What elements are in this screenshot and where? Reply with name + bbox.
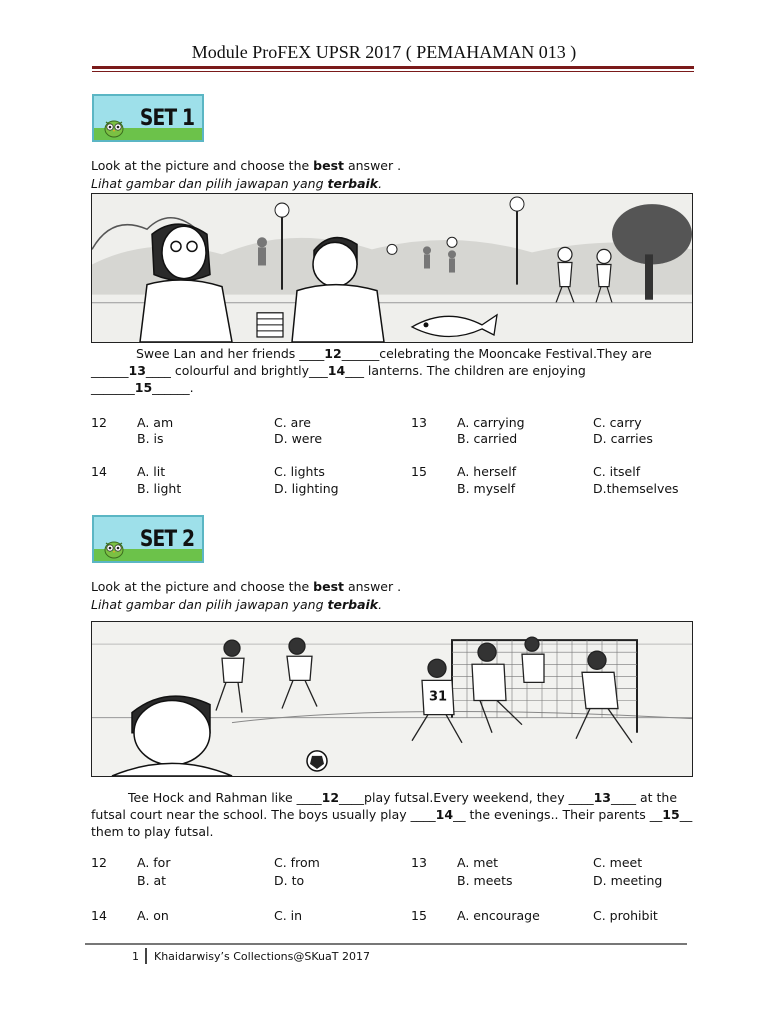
instruction-malay: Lihat gambar dan pilih jawapan yang terbaik.	[91, 176, 383, 191]
question-number: 15	[411, 464, 427, 479]
blank-number: 15	[662, 807, 680, 822]
option-d: D. were	[274, 431, 323, 446]
passage-text: ______	[91, 363, 129, 378]
option-a: A. herself	[457, 464, 517, 479]
blank-number: 13	[128, 363, 146, 378]
option-c: C. prohibit	[593, 908, 658, 923]
blank-number: 14	[435, 807, 454, 822]
futsal-picture	[91, 621, 693, 777]
option-d: D. meeting	[593, 873, 663, 888]
blank-number: 15	[134, 380, 153, 395]
option-d: D. to	[274, 873, 305, 888]
option-c: C. itself	[593, 464, 641, 479]
option-d: D. lighting	[274, 481, 339, 496]
passage-text: futsal court near the school. The boys usually play ____	[91, 807, 436, 822]
option-a: A. encourage	[457, 908, 540, 923]
footer-separator	[145, 948, 147, 964]
passage-line	[91, 379, 695, 396]
passage-text: ____ colourful and brightly___	[145, 363, 328, 378]
set-1-passage	[91, 345, 695, 396]
question-number: 13	[411, 415, 427, 430]
header-rule-thin	[92, 71, 694, 72]
blank-number: 12	[321, 790, 340, 805]
option-a: A. am	[137, 415, 174, 430]
question-number: 14	[91, 464, 107, 479]
passage-text: ______celebrating the Mooncake Festival.They are	[341, 346, 652, 361]
passage-text: Swee Lan and her friends ____	[136, 346, 325, 361]
option-b: B. light	[137, 481, 182, 496]
set-2-badge	[92, 515, 204, 563]
mooncake-festival-picture	[91, 193, 693, 343]
set-1-badge	[92, 94, 204, 142]
option-b: B. meets	[457, 873, 513, 888]
question-number: 13	[411, 855, 427, 870]
jersey-number: 31	[428, 689, 448, 705]
option-c: C. carry	[593, 415, 642, 430]
passage-line	[91, 806, 695, 823]
badge-label: SET 2	[139, 527, 195, 552]
option-c: C. from	[274, 855, 320, 870]
instruction-malay: Lihat gambar dan pilih jawapan yang terbaik.	[91, 597, 383, 612]
option-b: B. myself	[457, 481, 516, 496]
passage-line	[91, 362, 695, 379]
option-a: A. carrying	[457, 415, 525, 430]
question-number: 12	[91, 415, 107, 430]
passage-text: ____ at the	[611, 790, 678, 805]
blank-number: 13	[593, 790, 611, 805]
option-a: A. on	[137, 908, 169, 923]
option-c: C. meet	[593, 855, 643, 870]
question-number: 14	[91, 908, 107, 923]
passage-text: ___ lanterns. The children are enjoying	[345, 363, 586, 378]
owl-icon	[102, 116, 126, 138]
footer-credit: Khaidarwisy’s Collections@SKuaT 2017	[154, 950, 370, 963]
badge-label: SET 1	[139, 106, 195, 131]
option-a: A. lit	[137, 464, 166, 479]
passage-text: ____play futsal.Every weekend, they ____	[339, 790, 594, 805]
option-c: C. are	[274, 415, 311, 430]
passage-line	[91, 823, 695, 840]
futsal-illustration	[92, 622, 692, 776]
passage-text: _______	[91, 380, 135, 395]
passage-text: __	[679, 807, 693, 822]
passage-text: ______.	[152, 380, 194, 395]
option-b: B. is	[137, 431, 164, 446]
instruction-english: Look at the picture and choose the best answer .	[91, 579, 402, 594]
passage-line	[91, 789, 695, 806]
owl-icon	[102, 537, 126, 559]
question-number: 12	[91, 855, 107, 870]
option-c: C. in	[274, 908, 303, 923]
passage-line	[91, 345, 695, 362]
option-b: B. carried	[457, 431, 518, 446]
question-number: 15	[411, 908, 427, 923]
set-2-passage	[91, 789, 695, 840]
passage-text: Tee Hock and Rahman like ____	[128, 790, 322, 805]
footer-rule	[85, 943, 687, 945]
header-rule	[92, 66, 694, 69]
option-a: A. met	[457, 855, 499, 870]
option-d: D. carries	[593, 431, 653, 446]
passage-text: __ the evenings.. Their parents __	[453, 807, 663, 822]
passage-text: them to play futsal.	[91, 824, 214, 839]
festival-illustration	[92, 194, 692, 342]
option-c: C. lights	[274, 464, 325, 479]
option-b: B. at	[137, 873, 167, 888]
option-a: A. for	[137, 855, 171, 870]
blank-number: 12	[324, 346, 342, 361]
page-number: 1	[132, 950, 139, 963]
page-title: Module ProFEX UPSR 2017 ( PEMAHAMAN 013 )	[191, 42, 577, 62]
option-d: D.themselves	[593, 481, 679, 496]
blank-number: 14	[327, 363, 346, 378]
instruction-english: Look at the picture and choose the best answer .	[91, 158, 402, 173]
